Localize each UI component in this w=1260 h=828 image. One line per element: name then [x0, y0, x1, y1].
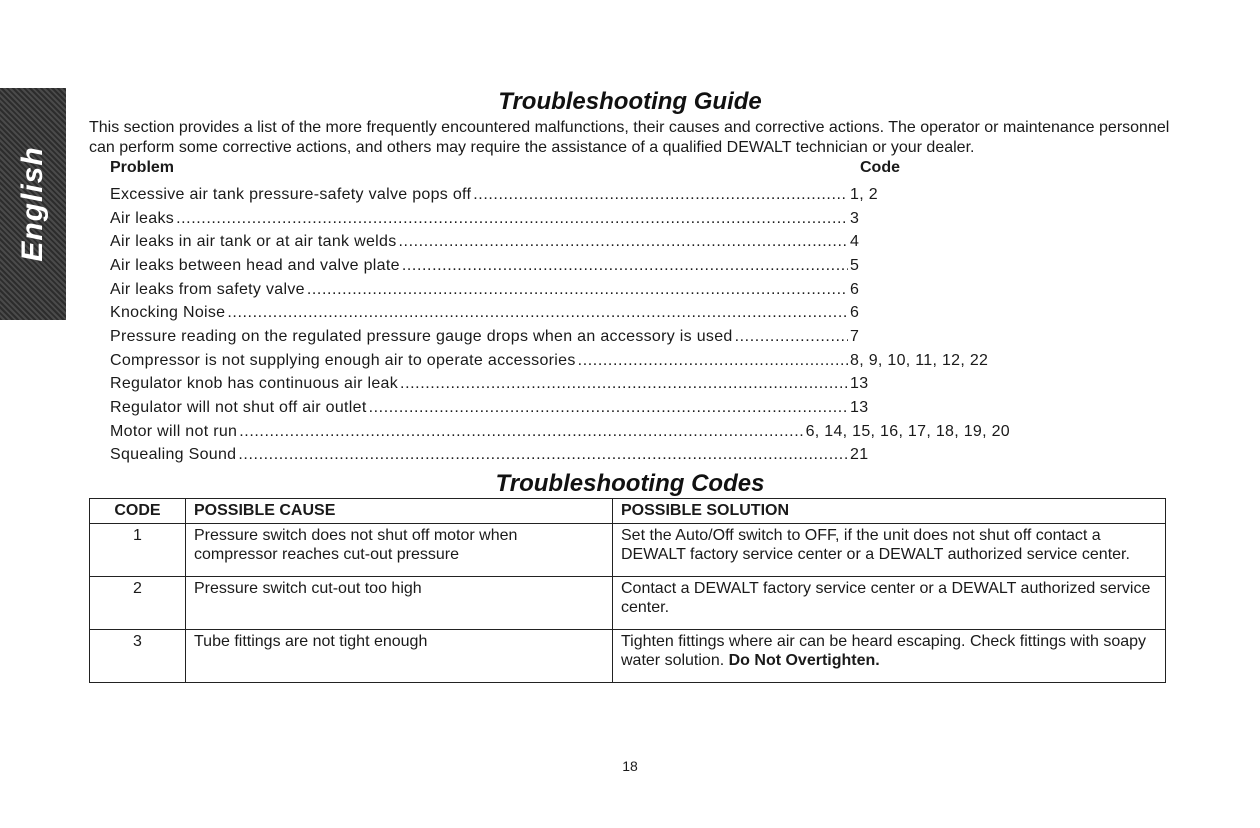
problem-name-cell	[110, 257, 848, 275]
solution-cell	[613, 577, 1166, 630]
problem-item	[110, 183, 1010, 207]
problem-code: 3	[850, 209, 860, 227]
problem-text: Compressor is not supplying enough air to operate accessories	[110, 351, 576, 369]
solution-cell	[613, 630, 1166, 683]
codes-table-body	[90, 524, 1166, 683]
intro-paragraph: This section provides a list of the more frequently encountered malfunctions, their causes and corrective actions. The operator or maintenance personnel can perform some corrective actions, and others may require the assistance of a qualified DEWALT technician or your dealer.	[89, 119, 1170, 156]
code-column-header: CODE	[90, 499, 186, 524]
solution-text: Tighten fittings where air can be heard escaping. Check fittings with soapy water solution.	[621, 633, 1147, 669]
problem-code: 6, 14, 15, 16, 17, 18, 19, 20	[805, 422, 1010, 440]
solution-emphasis: Do Not Overtighten.	[728, 652, 880, 669]
problem-name-cell	[110, 328, 848, 346]
codes-title: Troubleshooting Codes	[495, 470, 765, 497]
language-tab-label: English	[16, 146, 49, 262]
dot-leader	[402, 257, 848, 275]
problem-header: Problem	[110, 159, 175, 176]
dot-leader	[400, 375, 848, 393]
table-row	[90, 577, 1166, 630]
dot-leader	[227, 304, 848, 322]
code-cell: 2	[90, 577, 186, 630]
problem-item	[110, 420, 1010, 444]
dot-leader	[578, 352, 848, 370]
problem-item	[110, 325, 1010, 349]
problem-text: Air leaks	[110, 209, 175, 227]
problem-name-cell	[110, 186, 848, 204]
guide-title: Troubleshooting Guide	[498, 88, 762, 115]
dot-leader	[176, 210, 848, 228]
problem-name-cell	[110, 304, 848, 322]
table-row	[90, 630, 1166, 683]
dot-leader	[369, 399, 848, 417]
problem-item	[110, 396, 1010, 420]
dot-leader	[238, 446, 848, 464]
problem-item	[110, 254, 1010, 278]
problem-text: Excessive air tank pressure-safety valve pops off	[110, 185, 472, 203]
problem-list-header	[110, 159, 900, 177]
problem-code: 4	[850, 233, 860, 251]
problem-text: Air leaks in air tank or at air tank welds	[110, 233, 397, 251]
problem-text: Regulator knob has continuous air leak	[110, 375, 399, 393]
solution-text: Contact a DEWALT factory service center or a DEWALT authorized service center.	[621, 580, 1151, 616]
solution-text: Set the Auto/Off switch to OFF, if the unit does not shut off contact a DEWALT factory service center or a DEWALT authorized service center.	[621, 527, 1130, 563]
table-header-row	[90, 499, 1166, 524]
problem-name-cell	[110, 210, 848, 228]
problem-code: 8, 9, 10, 11, 12, 22	[850, 351, 989, 369]
cause-cell: Tube fittings are not tight enough	[186, 630, 613, 683]
dot-leader	[239, 423, 803, 441]
code-cell: 1	[90, 524, 186, 577]
problem-item	[110, 349, 1010, 373]
problem-code: 21	[850, 446, 869, 464]
problem-name-cell	[110, 446, 848, 464]
problem-name-cell	[110, 281, 848, 299]
problem-text: Knocking Noise	[110, 304, 226, 322]
problem-text: Regulator will not shut off air outlet	[110, 399, 367, 417]
problem-name-cell	[110, 233, 848, 251]
problem-text: Motor will not run	[110, 422, 238, 440]
problem-text: Air leaks from safety valve	[110, 280, 305, 298]
problem-code: 6	[850, 280, 860, 298]
problem-item	[110, 301, 1010, 325]
dot-leader	[399, 233, 849, 251]
problem-code: 13	[850, 375, 869, 393]
solution-column-header: POSSIBLE SOLUTION	[613, 499, 1166, 524]
problem-item	[110, 278, 1010, 302]
problem-list	[110, 183, 1010, 467]
problem-name-cell	[110, 375, 848, 393]
dot-leader	[735, 328, 848, 346]
problem-item	[110, 207, 1010, 231]
problem-name-cell	[110, 399, 848, 417]
problem-code: 7	[850, 327, 860, 345]
problem-item	[110, 444, 1010, 468]
problem-name-cell	[110, 423, 804, 441]
code-cell: 3	[90, 630, 186, 683]
problem-code: 13	[850, 399, 869, 417]
problem-name-cell	[110, 352, 848, 370]
cause-column-header: POSSIBLE CAUSE	[186, 499, 613, 524]
problem-text: Pressure reading on the regulated pressure gauge drops when an accessory is used	[110, 327, 733, 345]
dot-leader	[307, 281, 848, 299]
problem-text: Squealing Sound	[110, 446, 237, 464]
cause-cell: Pressure switch does not shut off motor when compressor reaches cut-out pressure	[186, 524, 613, 577]
solution-cell	[613, 524, 1166, 577]
problem-text: Air leaks between head and valve plate	[110, 256, 400, 274]
language-tab	[0, 88, 66, 320]
table-row	[90, 524, 1166, 577]
cause-cell: Pressure switch cut-out too high	[186, 577, 613, 630]
page-number: 18	[622, 758, 638, 774]
code-header: Code	[860, 159, 900, 176]
problem-code: 5	[850, 256, 860, 274]
problem-item	[110, 230, 1010, 254]
problem-code: 1, 2	[850, 185, 878, 203]
troubleshooting-codes-table	[89, 498, 1166, 683]
problem-code: 6	[850, 304, 860, 322]
problem-item	[110, 373, 1010, 397]
dot-leader	[473, 186, 848, 204]
